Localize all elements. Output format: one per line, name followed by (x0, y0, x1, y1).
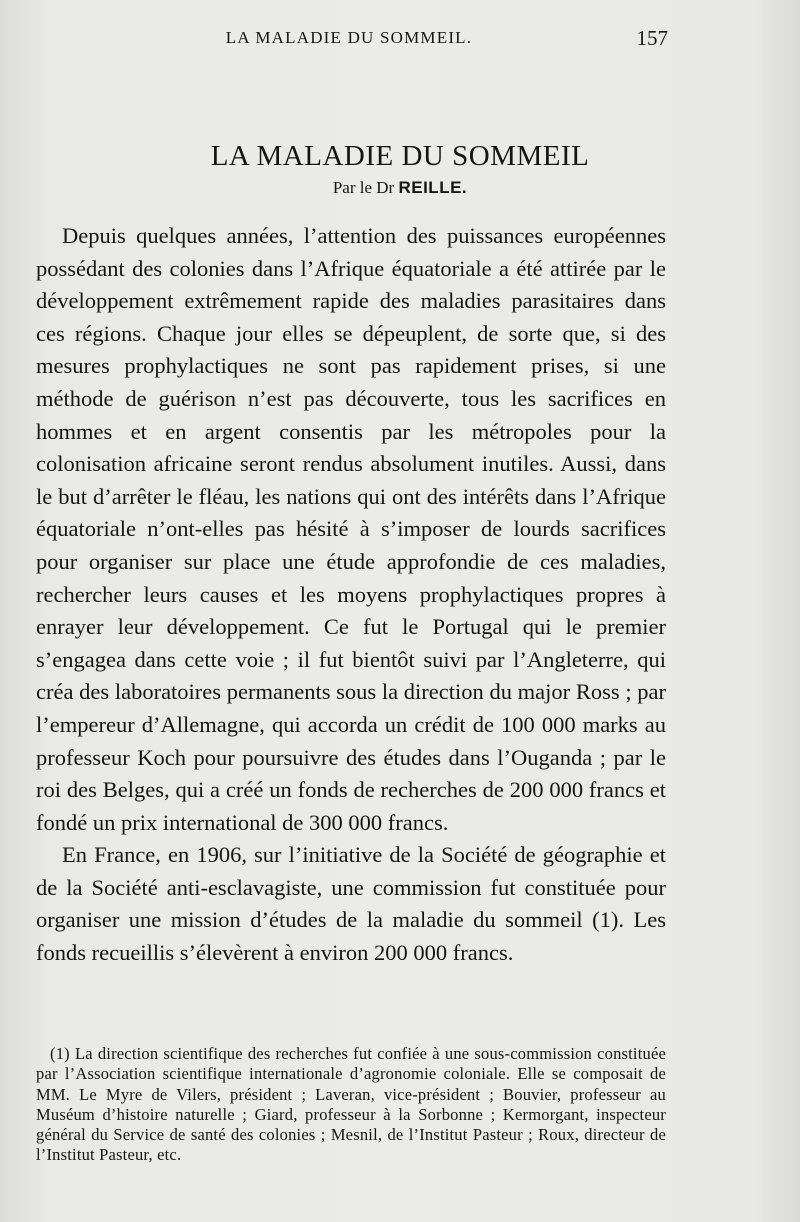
byline (0, 178, 800, 198)
footnote (36, 1044, 666, 1166)
article-title: LA MALADIE DU SOMMEIL (210, 140, 590, 172)
page-number: 157 (636, 26, 668, 50)
article-body (36, 220, 666, 970)
byline-author: REILLE. (398, 178, 468, 197)
byline-prefix: Par le Dr (332, 178, 395, 197)
footnote-text: (1) La direction scientifique des recherches fut confiée à une sous-commission constituée par l’Association scientifique internationale d’agronomie coloniale. Elle se composait de MM. Le Myre de Vilers, président ; Laveran, vice-président ; Bouvier, professeur au Muséum d’histoire naturelle ; Giard, professeur à la Sorbonne ; Kermorgant, inspecteur général du Service de santé des colonies ; Mesnil, de l’Institut Pasteur ; Roux, directeur de l’Institut Pasteur, etc. (36, 1044, 666, 1165)
paragraph-1: Depuis quelques années, l’attention des puissances européennes possédant des colonies dans l’Afrique équatoriale a été attirée par le développement extrêmement rapide des maladies parasitaires dans ces régions. Chaque jour elles se dépeuplent, de sorte que, si des mesures prophylactiques ne sont pas rapidement prises, si une méthode de guérison n’est pas découverte, tous les sacrifices en hommes et en argent consentis par les métropoles pour la colonisation africaine seront rendus absolument inutiles. Aussi, dans le but d’arrêter le fléau, les nations qui ont des intérêts dans l’Afrique équatoriale n’ont-elles pas hésité à s’imposer de lourds sacrifices pour organiser sur place une étude approfondie de ces maladies, rechercher leurs causes et les moyens prophylactiques propres à enrayer leur développement. Ce fut le Portugal qui le premier s’engagea dans cette voie ; il fut bientôt suivi par l’Angleterre, qui créa des laboratoires permanents sous la direction du major Ross ; par l’empereur d’Allemagne, qui accorda un crédit de 100 000 marks au professeur Koch pour poursuivre des études dans l’Ouganda ; par le roi des Belges, qui a créé un fonds de recherches de 200 000 francs et fondé un prix international de 300 000 francs. (36, 223, 666, 835)
running-title: LA MALADIE DU SOMMEIL. (225, 28, 473, 47)
paragraph-2: En France, en 1906, sur l’initiative de la Société de géographie et de la Société anti-esclavagiste, une commission fut constituée pour organiser une mission d’études de la maladie du sommeil (1). Les fonds recueillis s’élevèrent à environ 200 000 francs. (36, 842, 666, 966)
